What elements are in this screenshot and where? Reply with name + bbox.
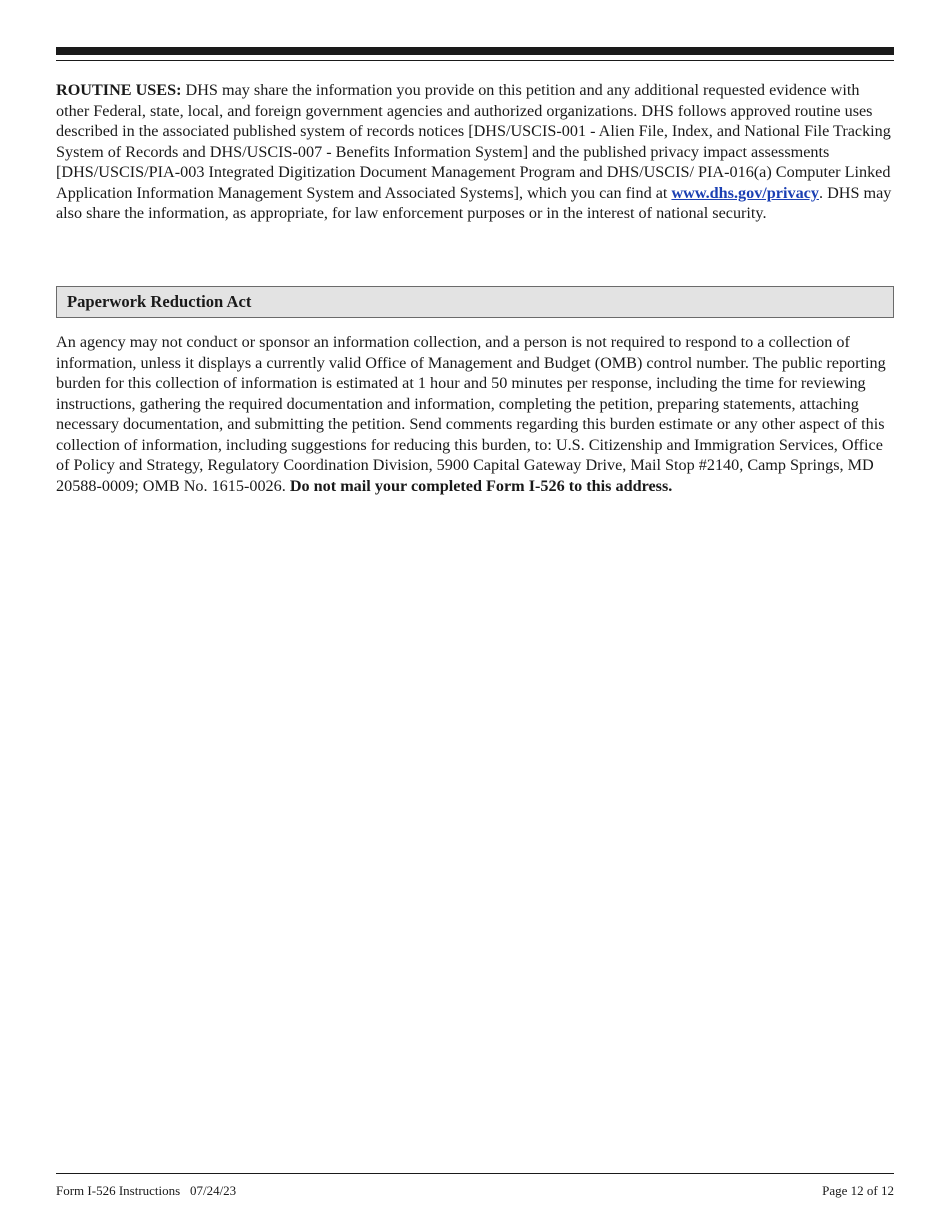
- top-thick-rule: [56, 47, 894, 55]
- privacy-link[interactable]: www.dhs.gov/privacy: [671, 183, 819, 202]
- paperwork-paragraph: [56, 332, 894, 496]
- paperwork-section-header: [56, 286, 894, 318]
- routine-uses-paragraph: [56, 80, 894, 224]
- paperwork-section-title: Paperwork Reduction Act: [67, 292, 252, 311]
- footer-rule: [56, 1173, 894, 1174]
- top-thin-rule: [56, 60, 894, 61]
- footer-form-info: Form I-526 Instructions 07/24/23: [56, 1183, 237, 1198]
- footer-page-number: Page 12 of 12: [822, 1183, 894, 1198]
- paperwork-closing-notice: Do not mail your completed Form I-526 to this address.: [289, 476, 673, 495]
- routine-uses-text-end: . DHS may also share the information, as appropriate, for law enforcement purposes or in the interest of national security.: [56, 183, 892, 222]
- paperwork-body: An agency may not conduct or sponsor an information collection, and a person is not required to respond to a collection of information, unless it displays a currently valid Office of Management and Budget (OMB) control number. The public reporting burden for this collection of information is estimated at 1 hour and 50 minutes per response, including the time for reviewing instructions, gathering the required documentation and information, completing the petition, preparing statements, attaching necessary documentation, and submitting the petition. Send comments regarding this burden estimate or any other aspect of this collection of information, including suggestions for reducing this burden, to: U.S. Citizenship and Immigration Services, Office of Policy and Strategy, Regulatory Coordination Division, 5900 Capital Gateway Drive, Mail Stop #2140, Camp Springs, MD 20588-0009; OMB No. 1615-0026.: [56, 333, 886, 495]
- routine-uses-text: DHS may share the information you provide on this petition and any additional requested evidence with other Federal, state, local, and foreign government agencies and authorized organizations. DHS follows approved routine uses described in the associated published system of records notices [DHS/USCIS-001 - Alien File, Index, and National File Tracking System of Records and DHS/USCIS-007 - Benefits Information System] and the published privacy impact assessments [DHS/USCIS/PIA-003 Integrated Digitization Document Management Program and DHS/USCIS/ PIA-016(a) Computer Linked Application Information Management System and Associated Systems], which you can find at: [56, 81, 891, 202]
- routine-uses-label: ROUTINE USES:: [56, 81, 182, 99]
